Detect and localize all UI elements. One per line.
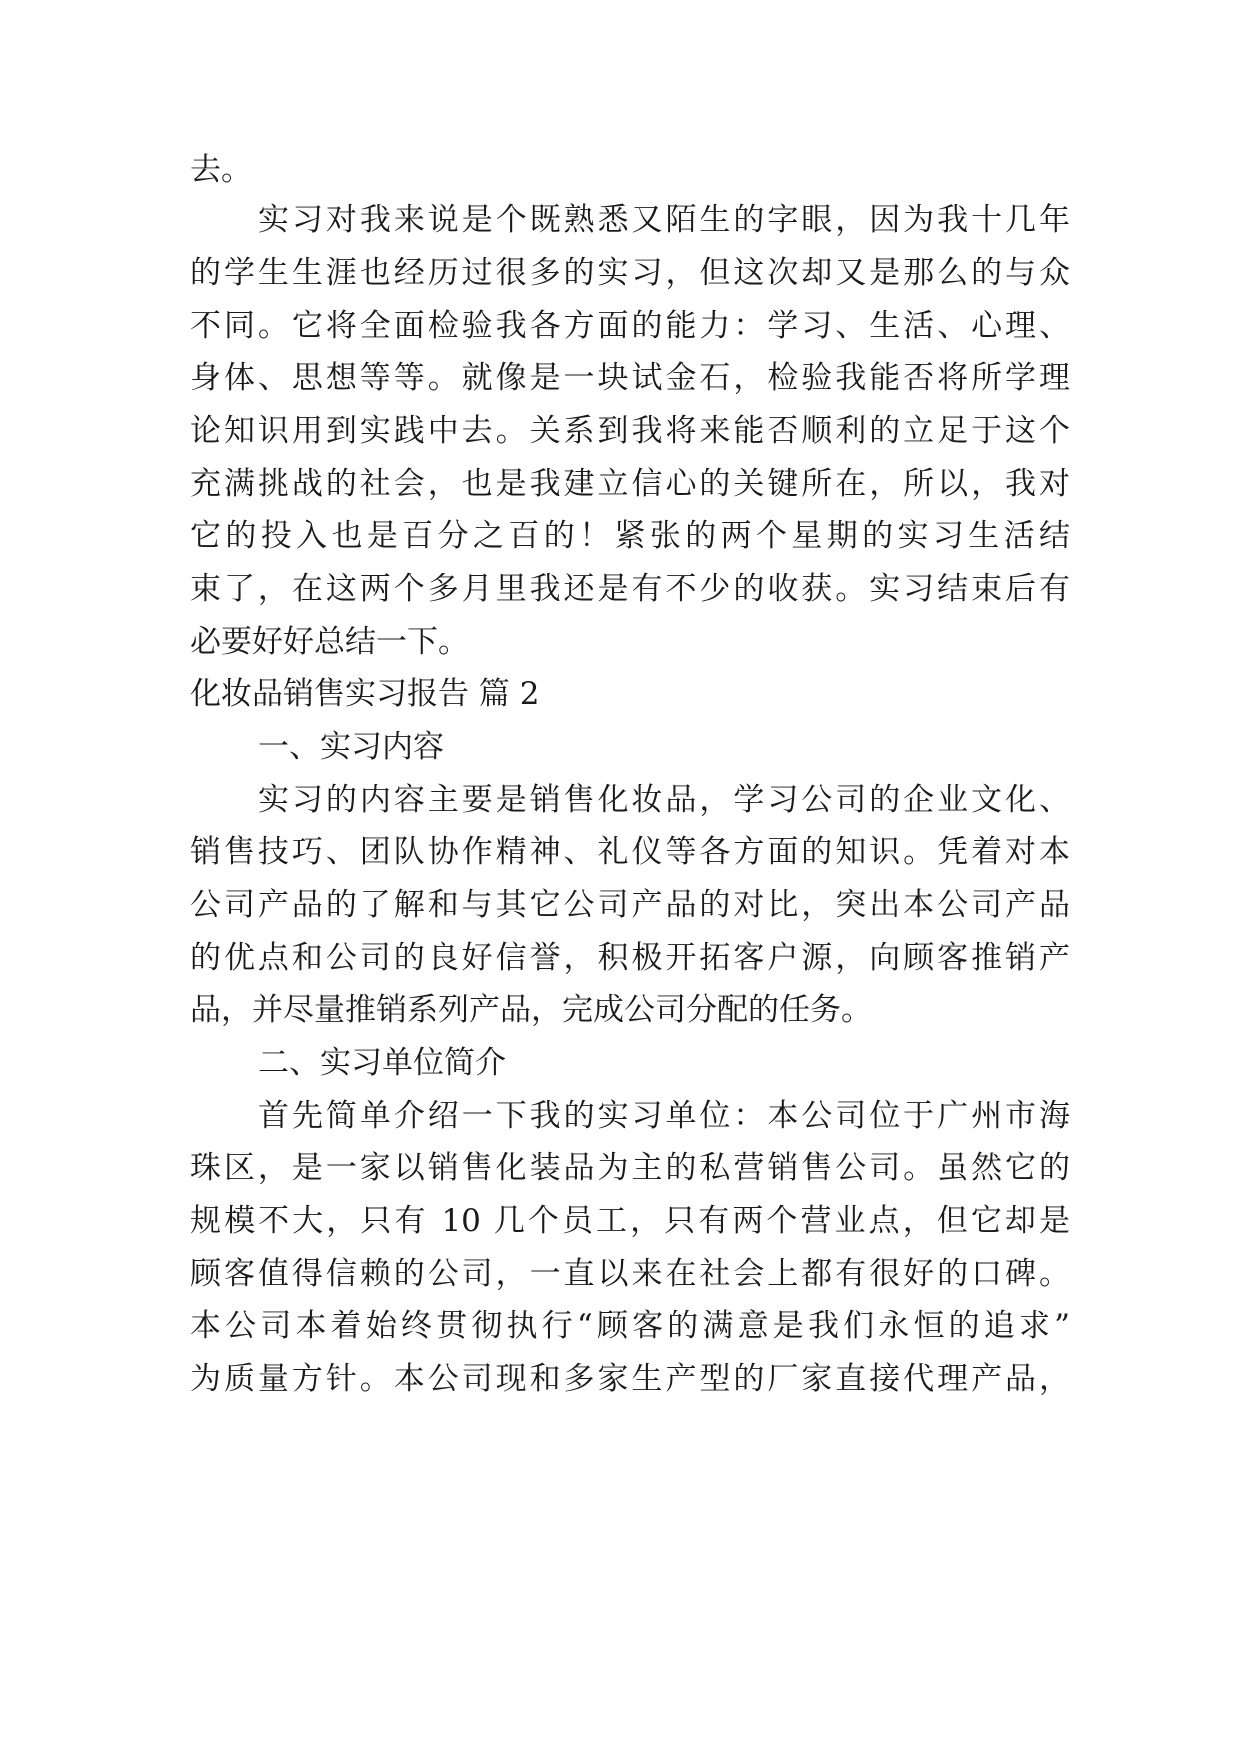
section-heading: 一、实习内容 (258, 729, 444, 765)
paragraph-line: 首先简单介绍一下我的实习单位：本公司位于广州市海 (258, 1098, 1070, 1134)
paragraph-line: 的优点和公司的良好信誉，积极开拓客户源，向顾客推销产 (190, 940, 1070, 976)
paragraph-line: 实习对我来说是个既熟悉又陌生的字眼，因为我十几年 (258, 202, 1070, 238)
paragraph-line: 充满挑战的社会，也是我建立信心的关键所在，所以，我对 (190, 466, 1070, 502)
paragraph-line: 去。 (190, 152, 252, 188)
section-heading: 二、实习单位简介 (258, 1045, 506, 1081)
paragraph-line: 公司产品的了解和与其它公司产品的对比，突出本公司产品 (190, 887, 1070, 923)
paragraph-line: 珠区，是一家以销售化装品为主的私营销售公司。虽然它的 (190, 1150, 1070, 1186)
paragraph-line: 束了，在这两个多月里我还是有不少的收获。实习结束后有 (190, 571, 1070, 607)
paragraph-line: 本公司本着始终贯彻执行“顾客的满意是我们永恒的追求” (190, 1308, 1070, 1344)
section-title: 化妆品销售实习报告 篇 2 (190, 676, 540, 712)
paragraph-line: 顾客值得信赖的公司，一直以来在社会上都有很好的口碑。 (190, 1256, 1070, 1292)
paragraph-line: 品，并尽量推销系列产品，完成公司分配的任务。 (190, 992, 872, 1028)
paragraph-line: 的学生生涯也经历过很多的实习，但这次却又是那么的与众 (190, 255, 1070, 291)
paragraph-line: 它的投入也是百分之百的！紧张的两个星期的实习生活结 (190, 518, 1070, 554)
paragraph-line: 规模不大，只有 10 几个员工，只有两个营业点，但它却是 (190, 1203, 1070, 1239)
paragraph-line: 实习的内容主要是销售化妆品，学习公司的企业文化、 (258, 782, 1070, 818)
paragraph-line: 必要好好总结一下。 (190, 624, 469, 660)
paragraph-line: 论知识用到实践中去。关系到我将来能否顺利的立足于这个 (190, 413, 1070, 449)
paragraph-line: 身体、思想等等。就像是一块试金石，检验我能否将所学理 (190, 360, 1070, 396)
paragraph-line: 销售技巧、团队协作精神、礼仪等各方面的知识。凭着对本 (190, 834, 1070, 870)
paragraph-line: 不同。它将全面检验我各方面的能力：学习、生活、心理、 (190, 308, 1070, 344)
paragraph-line: 为质量方针。本公司现和多家生产型的厂家直接代理产品， (190, 1361, 1070, 1397)
